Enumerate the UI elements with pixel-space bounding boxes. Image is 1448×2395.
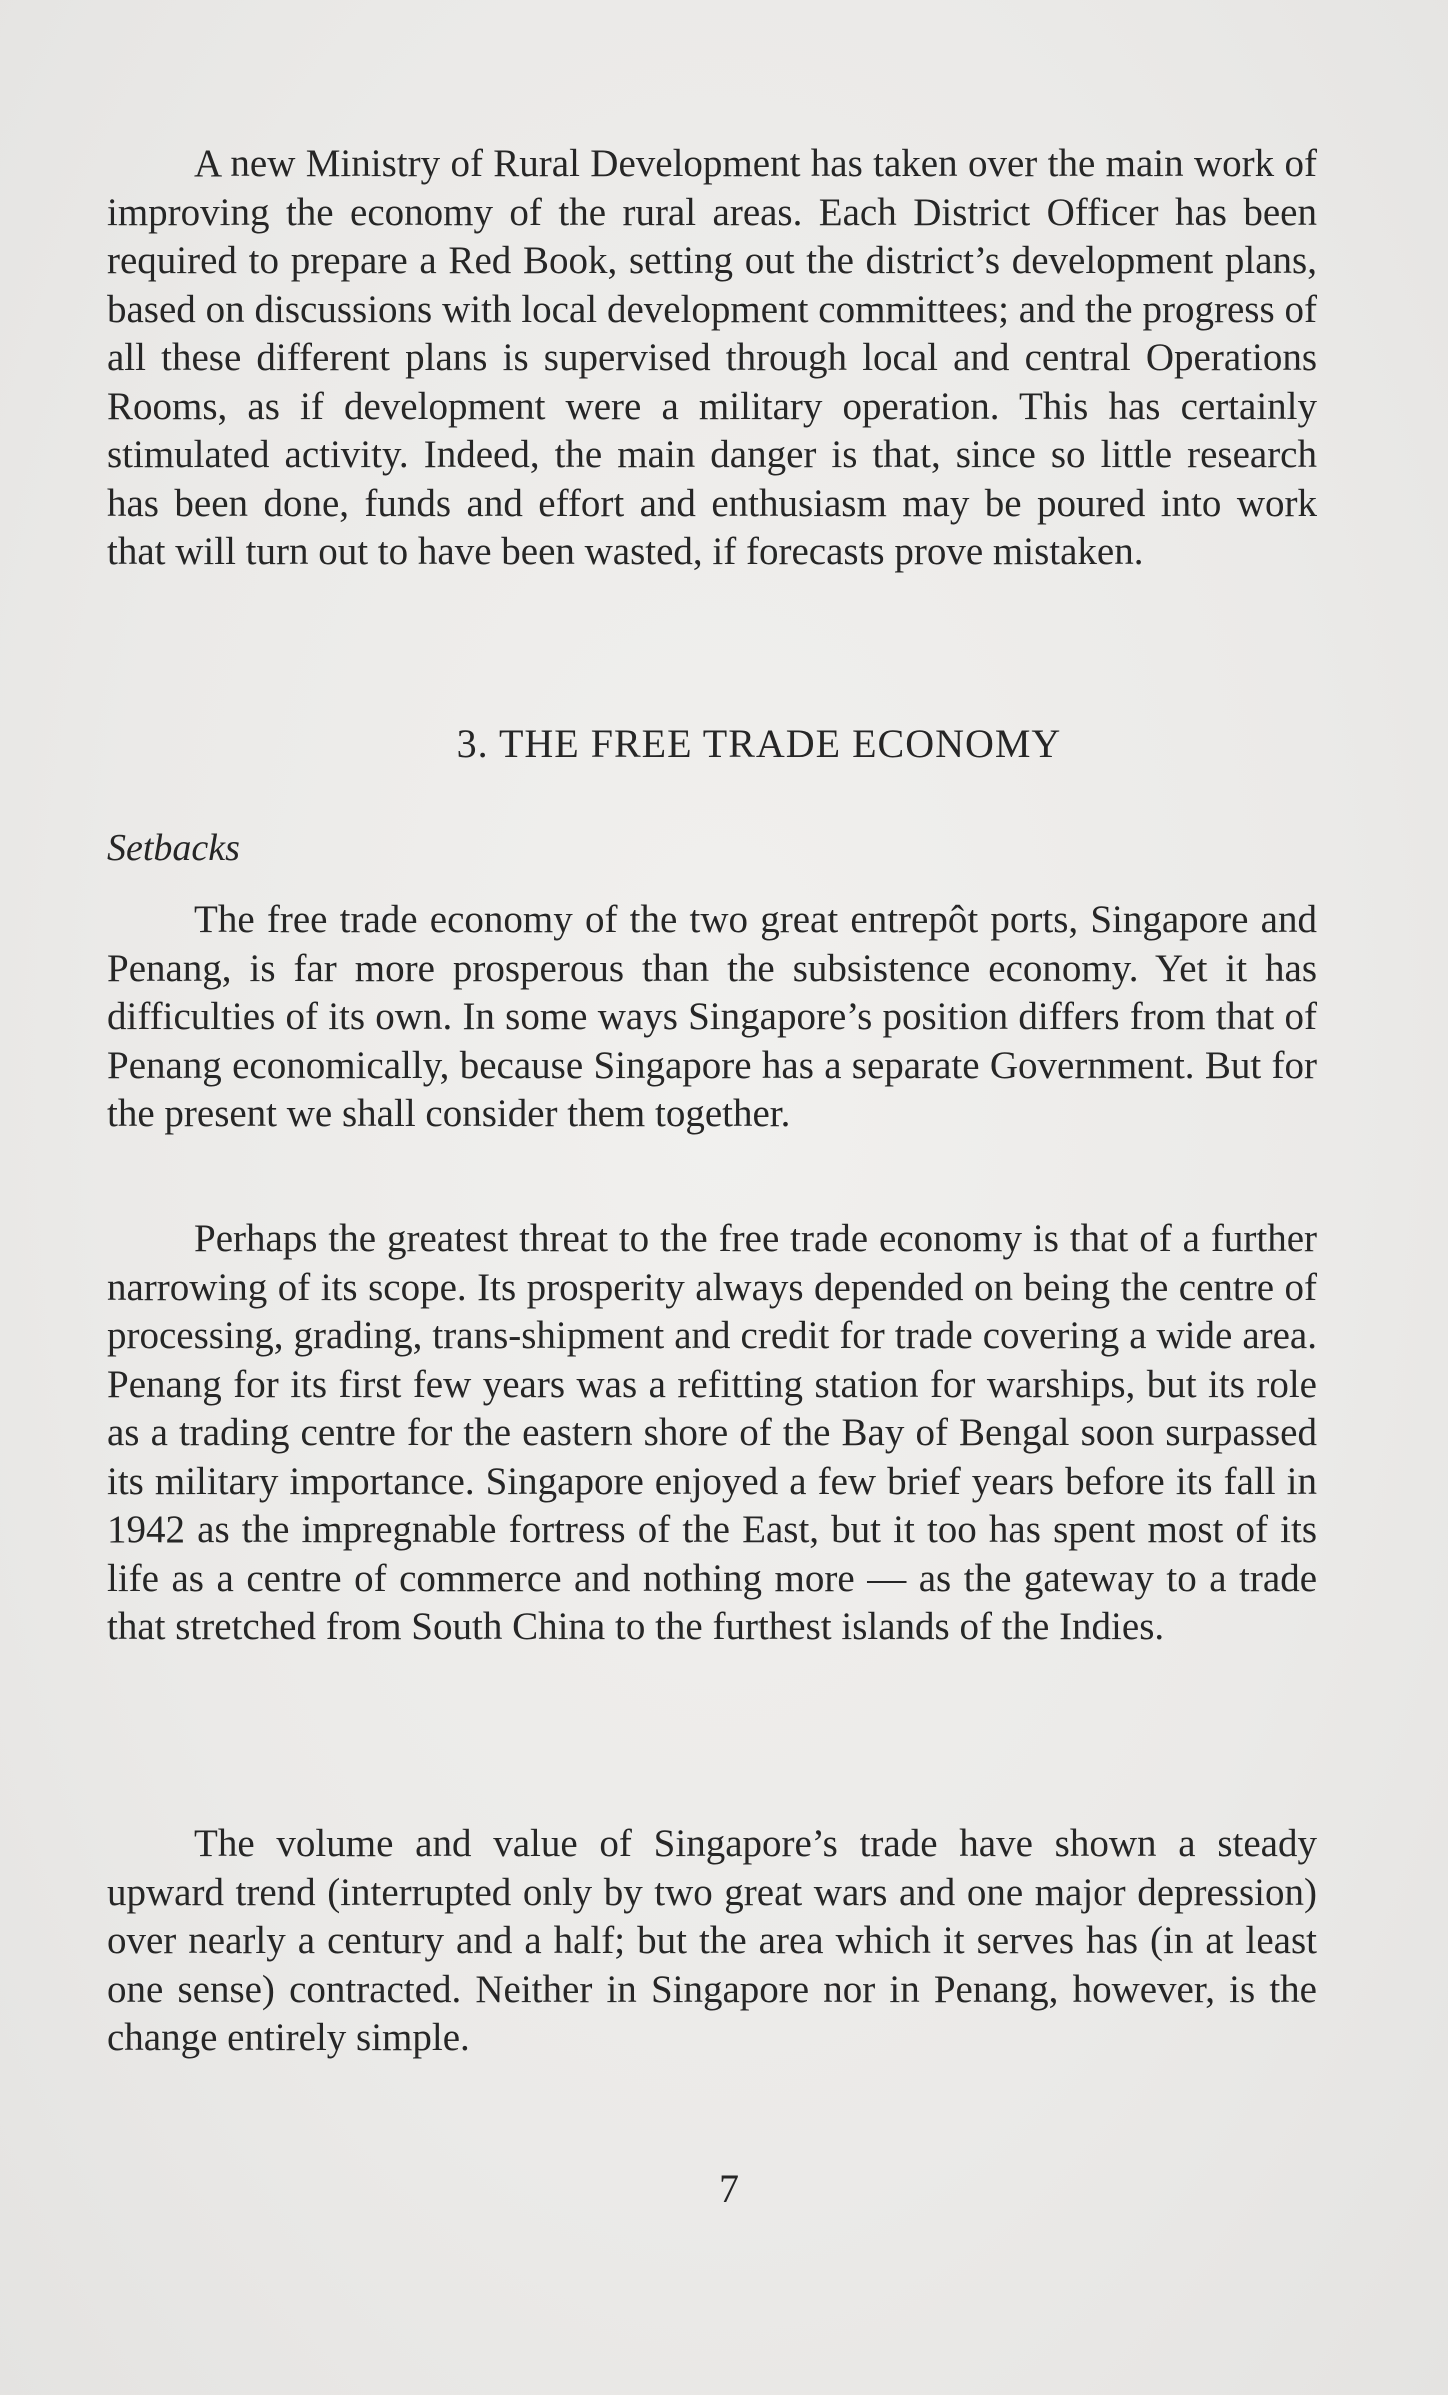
paragraph-text: The free trade economy of the two great entrepôt ports, Singapore and Penang, is far more prosperous than the subsistence economy. Yet it has difficulties of its own. In some ways Singapore’s position differs from that of Penang economically, because Singapore has a separate Government. But for the present we shall consider them together. — [107, 898, 1317, 1135]
section-heading: 3. THE FREE TRADE ECONOMY — [456, 721, 1062, 766]
paragraph-rural-development — [107, 140, 1317, 577]
paragraph-text: A new Ministry of Rural Development has taken over the main work of improving the economy of the rural areas. Each District Officer has been required to prepare a Red Book, setting out the district’s development plans, based on discussions with local development committees; and the progress of all these different plans is supervised through local and central Operations Rooms, as if development were a military operation. This has certainly stimulated activity. Indeed, the main danger is that, since so little research has been done, funds and effort and enthusiasm may be poured into work that will turn out to have been wasted, if forecasts prove mistaken. — [107, 142, 1317, 573]
paragraph-greatest-threat — [107, 1215, 1317, 1652]
paragraph-text: The volume and value of Singapore’s trade have shown a steady upward trend (interrupted only by two great wars and one major depression) over nearly a century and a half; but the area which it serves has (in at least one sense) contracted. Neither in Singapore nor in Penang, however, is the change entirely simple. — [107, 1822, 1317, 2059]
subheading-setbacks: Setbacks — [107, 827, 240, 869]
paragraph-volume-value — [107, 1820, 1317, 2063]
paragraph-text: Perhaps the greatest threat to the free trade economy is that of a further narrowing of its scope. Its prosperity always depended on being the centre of processing, grading, trans-shipment and credit for trade covering a wide area. Penang for its first few years was a refitting station for warships, but its role as a trading centre for the eastern shore of the Bay of Bengal soon surpassed its military importance. Singapore enjoyed a few brief years before its fall in 1942 as the impregnable fortress of the East, but it too has spent most of its life as a centre of commerce and nothing more — as the gateway to a trade that stretched from South China to the furthest islands of the Indies. — [107, 1217, 1317, 1648]
paragraph-free-trade — [107, 896, 1317, 1139]
page-number: 7 — [719, 2166, 739, 2211]
